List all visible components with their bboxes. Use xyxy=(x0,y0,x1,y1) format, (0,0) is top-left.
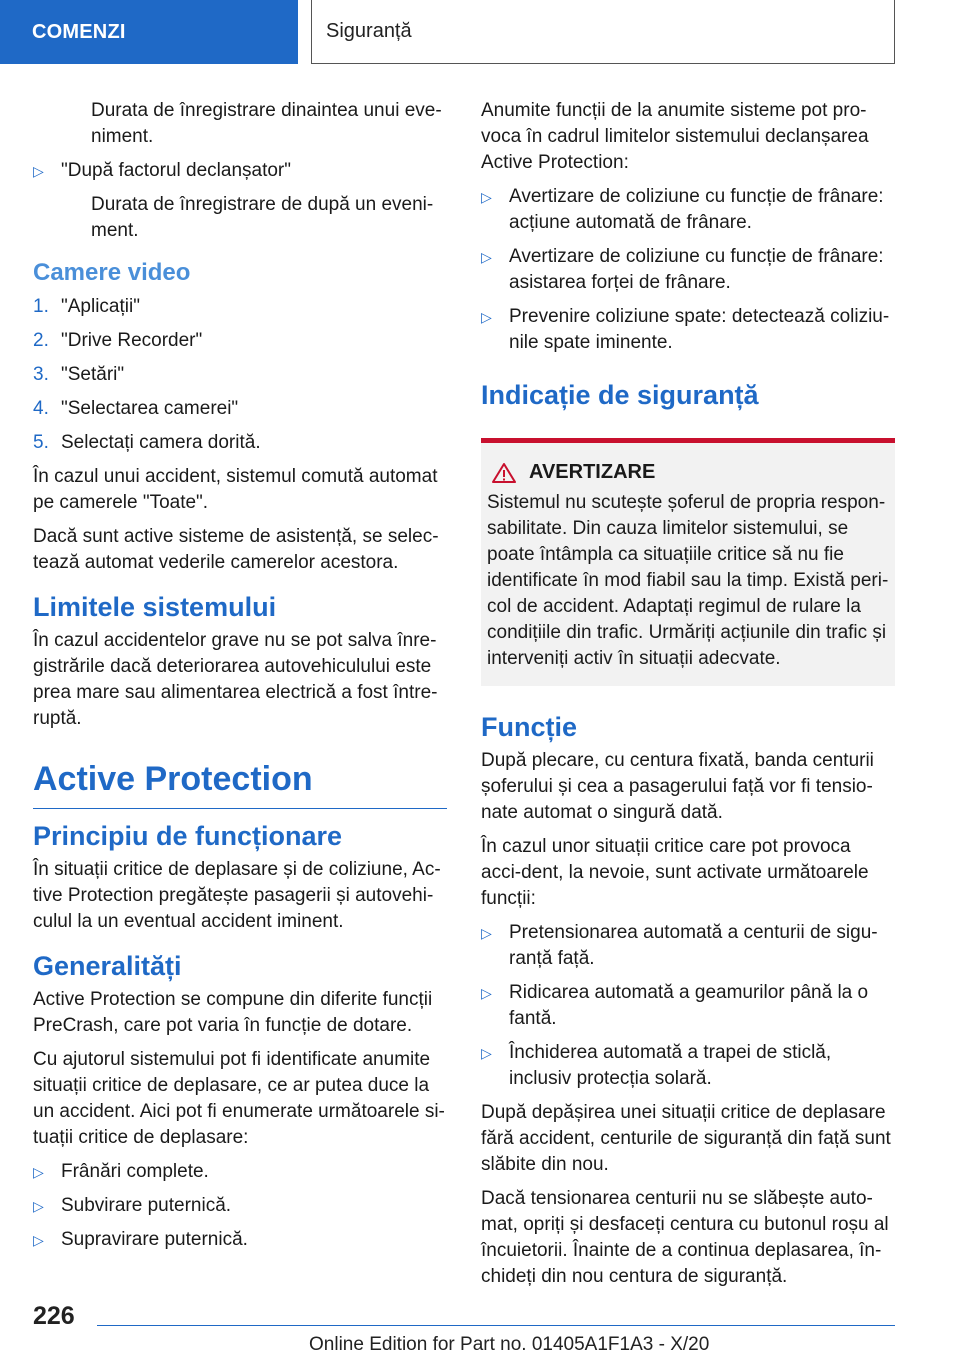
page-number: 226 xyxy=(33,1302,75,1330)
warning-box xyxy=(481,438,895,686)
step-number: 4. xyxy=(33,398,49,419)
step-number: 2. xyxy=(33,330,49,351)
heading-limitele-sistemului: Limitele sistemului xyxy=(33,592,277,622)
section-tab xyxy=(0,0,298,64)
paragraph-dupa: După depășirea unei situații critice de deplasare fără accident, centurile de siguranță din față sunt slăbite din nou. xyxy=(481,1102,891,1175)
triangle-bullet-icon: ▷ xyxy=(33,163,44,179)
list-item xyxy=(481,920,895,972)
step-text: "Drive Recorder" xyxy=(61,330,203,351)
warning-title xyxy=(487,461,889,484)
footer-divider xyxy=(97,1325,895,1326)
heading-active-protection: Active Protection xyxy=(33,758,447,809)
triangle-bullet-icon: ▷ xyxy=(481,189,492,205)
step-item xyxy=(33,294,447,320)
paragraph-intro: Anumite funcții de la anumite sisteme pot pro-voca în cadrul limitelor sistemului declanșarea Active Protection: xyxy=(481,100,869,173)
list-item-text: Supravirare puternică. xyxy=(61,1229,248,1250)
step-item xyxy=(33,396,447,422)
warning-text: Sistemul nu scutește șoferul de propria respon-sabilitate. Din cauza limitelor sistemului, se poate întâmpla ca situațiile critice să nu fie identificate în mod fiabil sau la timp. Există peri-col de accident. Adaptați regimul de rulare la condițiile din trafic. Urmăriți acțiunile din trafic și interveniți activ în situații adecvate. xyxy=(487,492,889,669)
triangle-bullet-icon: ▷ xyxy=(33,1198,44,1214)
list-item xyxy=(481,304,895,356)
step-text: "Aplicații" xyxy=(61,296,140,317)
chapter-label: Siguranță xyxy=(326,20,412,42)
heading-principiu: Principiu de funcționare xyxy=(33,821,343,851)
paragraph-general-2: Cu ajutorul sistemului pot fi identificate anumite situații critice de deplasare, ce ar putea duce la un accident. Aici pot fi enumerate următoarele si-tuații critice de deplasare: xyxy=(33,1049,445,1148)
step-number: 3. xyxy=(33,364,49,385)
list-item-text: Avertizare de coliziune cu funcție de frânare: acțiune automată de frânare. xyxy=(509,186,884,233)
step-item xyxy=(33,328,447,354)
list-item-text: Pretensionarea automată a centurii de sigu-ranță față. xyxy=(509,922,878,969)
list-item xyxy=(33,158,447,184)
list-item xyxy=(33,1159,447,1185)
paragraph-principiu: În situații critice de deplasare și de coliziune, Ac-tive Protection pregătește pasagerii și autovehi-culul la un eventual accident iminent. xyxy=(33,859,441,932)
paragraph-functie-1: După plecare, cu centura fixată, banda centurii șoferului și cea a pasagerului față vor fi tensio-nate automat o singură dată. xyxy=(481,750,874,823)
paragraph-pre-trigger: Durata de înregistrare dinaintea unui eve- niment. xyxy=(91,100,442,147)
paragraph-post-trigger: Durata de înregistrare de după un eveni- ment. xyxy=(91,194,434,241)
triangle-bullet-icon: ▷ xyxy=(481,309,492,325)
step-text: "Setări" xyxy=(61,364,125,385)
triangle-bullet-icon: ▷ xyxy=(481,1045,492,1061)
chapter-header xyxy=(311,0,895,64)
heading-indicatie: Indicație de siguranță xyxy=(481,380,759,410)
list-item xyxy=(481,244,895,296)
heading-functie: Funcție xyxy=(481,712,578,742)
left-column xyxy=(33,98,447,1261)
heading-camere-video: Camere video xyxy=(33,259,191,286)
warning-title-text: AVERTIZARE xyxy=(529,461,656,483)
step-number: 1. xyxy=(33,296,49,317)
step-item xyxy=(33,362,447,388)
list-item-text: Ridicarea automată a geamurilor până la o fantă. xyxy=(509,982,869,1029)
list-item-text: Prevenire coliziune spate: detectează coliziu-nile spate iminente. xyxy=(509,306,890,353)
list-item xyxy=(481,184,895,236)
paragraph-functie-2: În cazul unor situații critice care pot provoca acci-dent, la nevoie, sunt activate următoarele funcții: xyxy=(481,836,869,909)
right-column xyxy=(481,98,895,1298)
list-item xyxy=(33,1227,447,1253)
footer-edition: Online Edition for Part no. 01405A1F1A3 - X/20 xyxy=(309,1334,710,1355)
list-item xyxy=(481,980,895,1032)
paragraph-limits: În cazul accidentelor grave nu se pot salva înre-gistrările dacă deteriorarea autovehiculului este prea mare sau alimentarea electrică a fost între-ruptă. xyxy=(33,630,438,729)
list-item-text: Subvirare puternică. xyxy=(61,1195,232,1216)
section-label: COMENZI xyxy=(32,20,126,43)
triangle-bullet-icon: ▷ xyxy=(481,985,492,1001)
list-item-text: Frânări complete. xyxy=(61,1161,209,1182)
list-item-text: Închiderea automată a trapei de sticlă, inclusiv protecția solară. xyxy=(509,1042,832,1089)
step-number: 5. xyxy=(33,432,49,453)
list-item-text: "După factorul declanșator" xyxy=(61,160,292,181)
warning-triangle-icon xyxy=(491,462,517,484)
step-text: Selectați camera dorită. xyxy=(61,432,261,453)
paragraph-daca: Dacă tensionarea centurii nu se slăbește auto-mat, opriți și desfaceți centura cu butonul roșu al încuietorii. Înainte de a continua deplasarea, în-chideți din nou centura de siguranță. xyxy=(481,1188,889,1287)
step-item xyxy=(33,430,447,456)
triangle-bullet-icon: ▷ xyxy=(33,1232,44,1248)
heading-generalitati: Generalități xyxy=(33,951,182,981)
triangle-bullet-icon: ▷ xyxy=(481,249,492,265)
list-item xyxy=(481,1040,895,1092)
paragraph-assist-systems: Dacă sunt active sisteme de asistență, se selec-tează automat vederile camerelor acestora. xyxy=(33,526,439,573)
triangle-bullet-icon: ▷ xyxy=(33,1164,44,1180)
list-item-text: Avertizare de coliziune cu funcție de frânare: asistarea forței de frânare. xyxy=(509,246,884,293)
paragraph-general-1: Active Protection se compune din diferite funcții PreCrash, care pot varia în funcție de dotare. xyxy=(33,989,433,1036)
paragraph-accident-cameras: În cazul unui accident, sistemul comută automat pe camerele "Toate". xyxy=(33,466,438,513)
list-item xyxy=(33,1193,447,1219)
step-text: "Selectarea camerei" xyxy=(61,398,239,419)
triangle-bullet-icon: ▷ xyxy=(481,925,492,941)
